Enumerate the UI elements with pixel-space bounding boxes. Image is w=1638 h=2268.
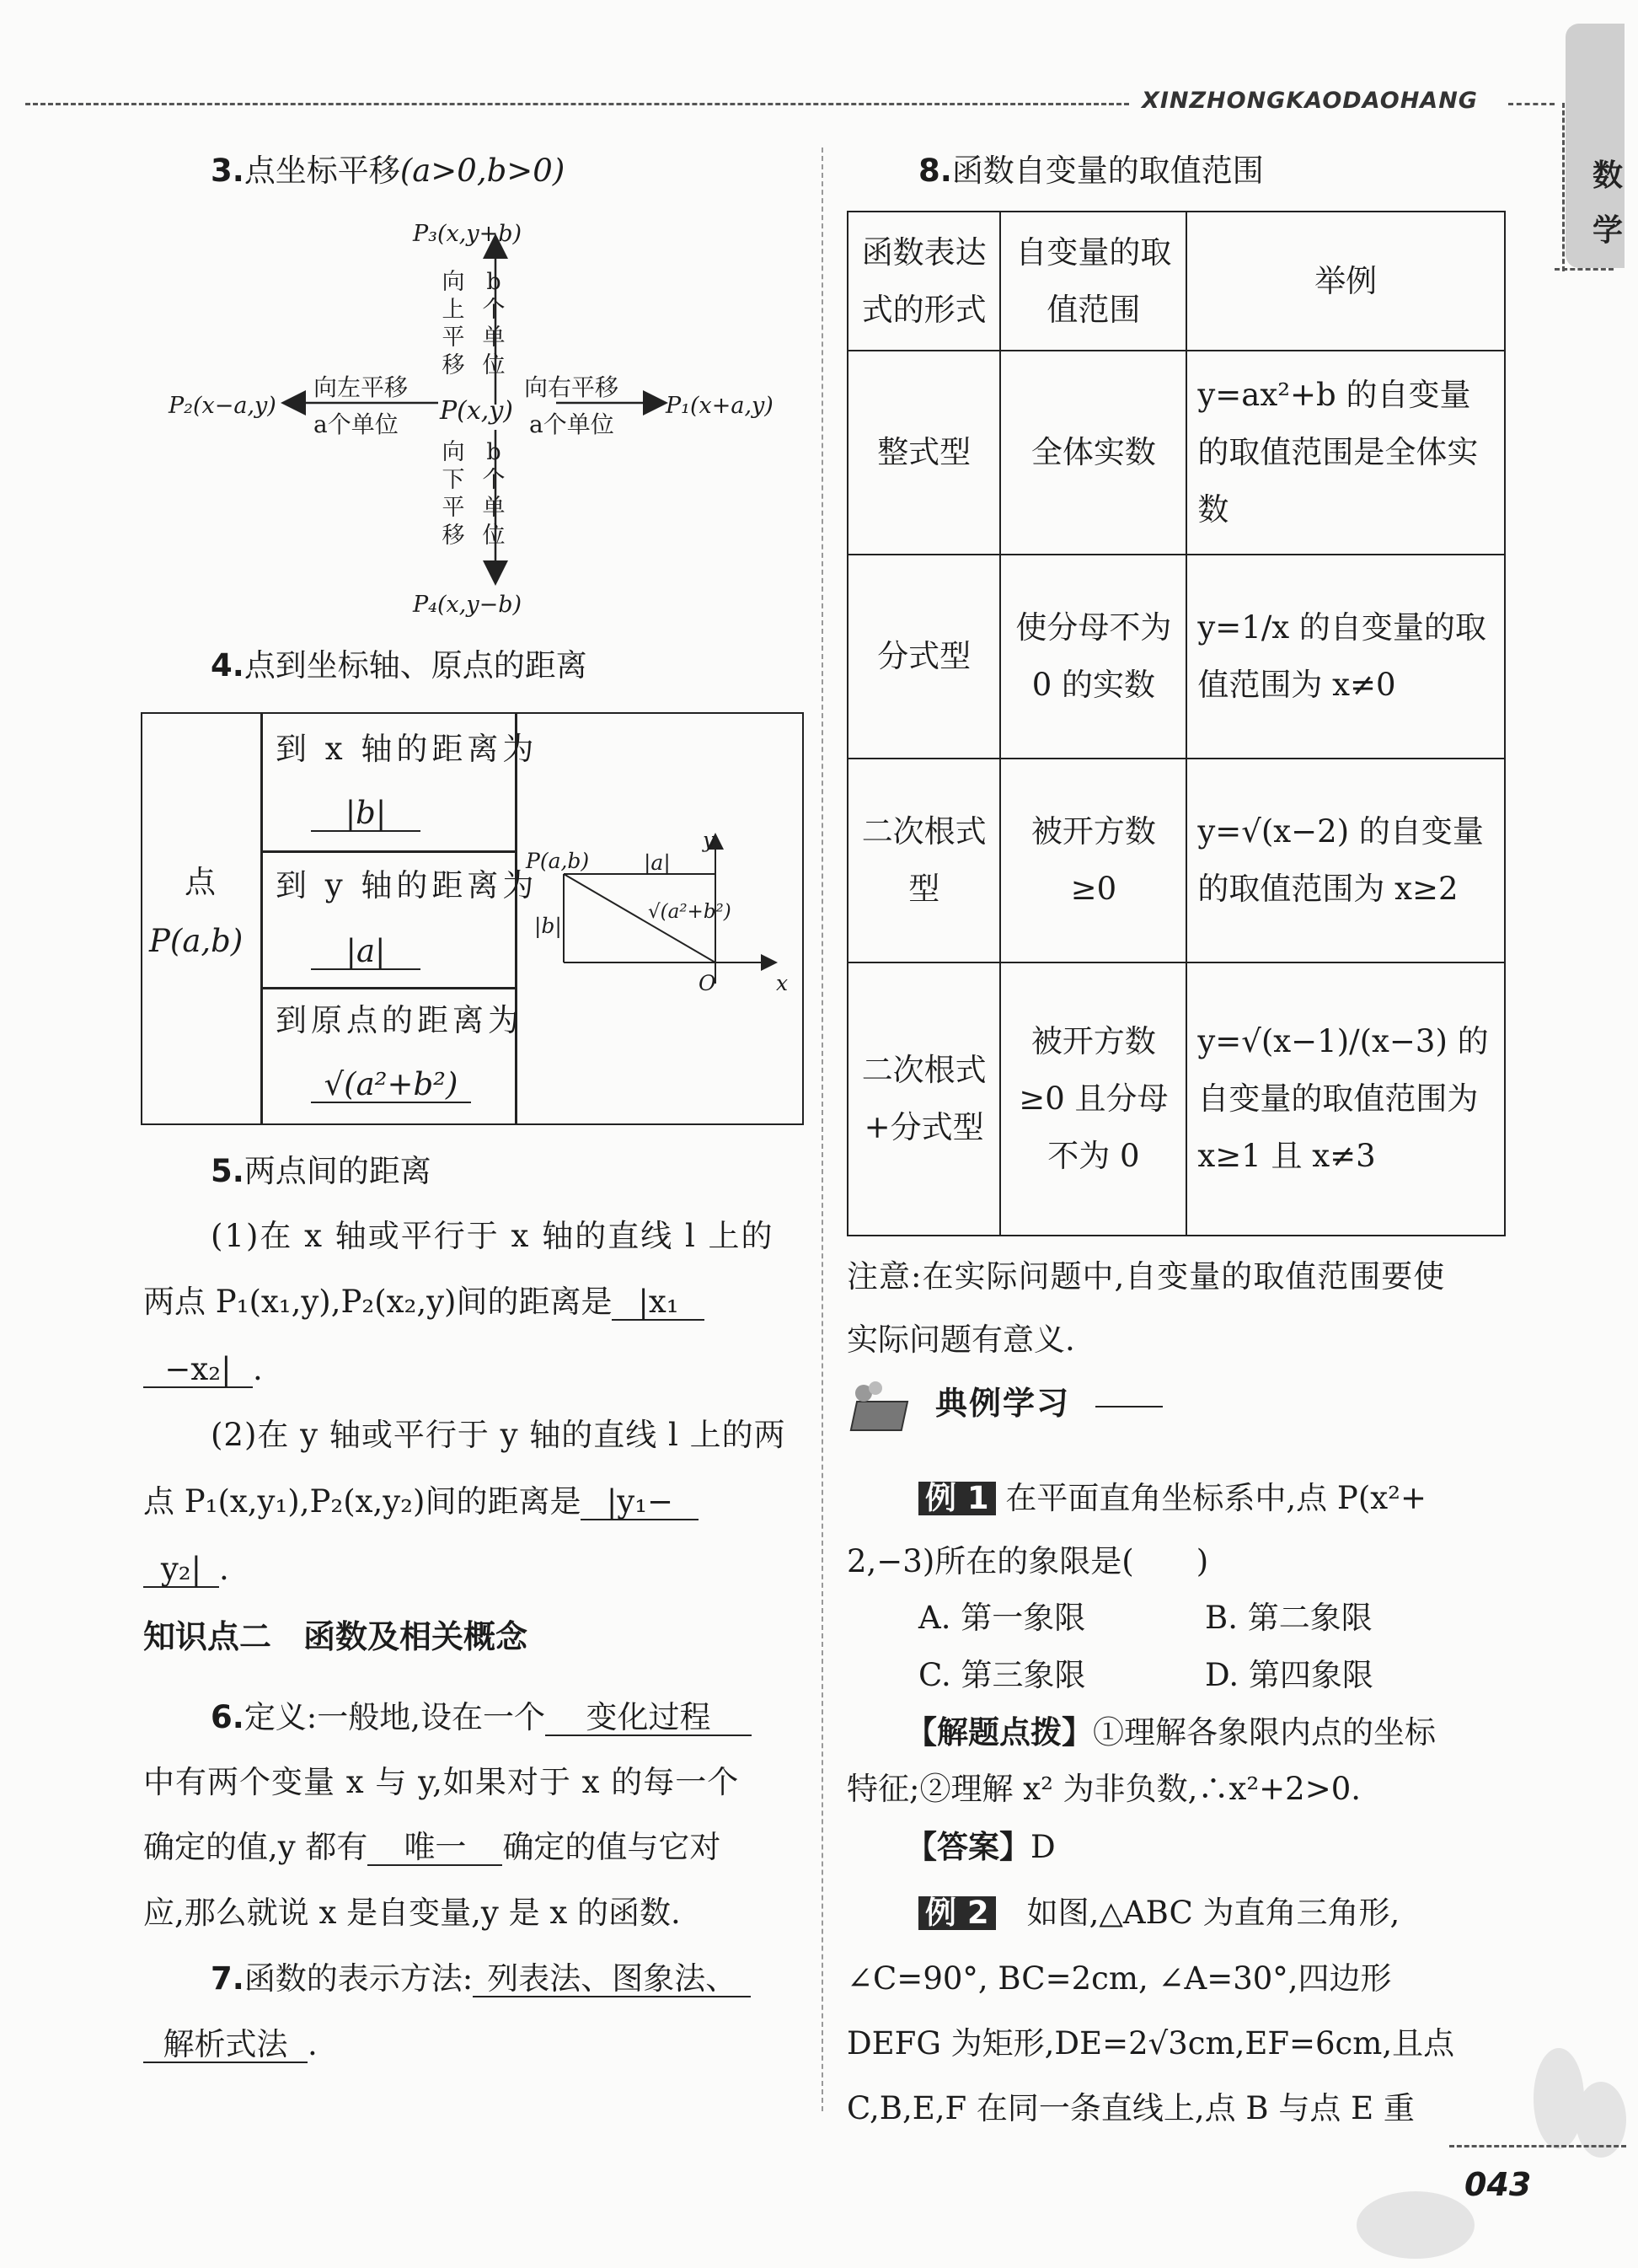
row-origin-answer: √(a²+b²) xyxy=(311,1068,471,1103)
s7-line1: 7.函数的表示方法: 列表法、图象法、 xyxy=(211,1962,751,1997)
label-down: 向下平移 xyxy=(442,439,465,549)
side-tab-border-bottom xyxy=(1555,268,1614,271)
side-tab-char-2: 学 xyxy=(1592,212,1624,248)
table-cell: 二次根式+分式型 xyxy=(848,962,1000,1236)
fig-b: |b| xyxy=(534,914,562,938)
label-p2: P₂(x−a,y) xyxy=(169,393,276,419)
table-cell: y=1/x 的自变量的取值范围为 x≠0 xyxy=(1186,555,1505,759)
label-p3: P₃(x,y+b) xyxy=(413,221,522,247)
table-cell: 全体实数 xyxy=(1000,351,1186,555)
fig-a: |a| xyxy=(644,850,671,875)
table-header-row xyxy=(848,212,1505,351)
table-cell: y=√(x−1)/(x−3) 的自变量的取值范围为 x≥1 且 x≠3 xyxy=(1186,962,1505,1236)
book-plant-icon xyxy=(847,1378,923,1437)
note-line2: 实际问题有意义. xyxy=(847,1322,1075,1358)
table-row xyxy=(848,759,1505,962)
label-down-units: b个单位 xyxy=(482,439,506,549)
label-right: 向右平移 xyxy=(524,373,619,401)
table-row xyxy=(848,962,1505,1236)
footer-rule xyxy=(1449,2145,1626,2147)
ex1-line2: 2,−3)所在的象限是( ) xyxy=(847,1543,1209,1579)
label-p1: P₁(x+a,y) xyxy=(666,393,774,419)
ex1-option-a: A. 第一象限 xyxy=(918,1600,1086,1636)
ex1-option-c: C. 第三象限 xyxy=(918,1657,1086,1693)
s5-2-line3: y₂| . xyxy=(143,1552,229,1588)
knowledge-point-2: 知识点二 函数及相关概念 xyxy=(143,1618,528,1655)
header-rule xyxy=(25,103,1129,105)
ex2-line2: ∠C=90°, BC=2cm, ∠A=30°,四边形 xyxy=(847,1960,1392,1997)
label-left: 向左平移 xyxy=(313,373,409,401)
point-coord: P(a,b) xyxy=(149,923,244,959)
table-row xyxy=(848,555,1505,759)
example-header-rule xyxy=(1095,1406,1163,1407)
label-p: P(x,y) xyxy=(440,396,513,426)
s6-line2: 中有两个变量 x 与 y,如果对于 x 的每一个 xyxy=(143,1764,740,1800)
section-3-heading: 3.点坐标平移(a>0,b>0) xyxy=(211,153,565,189)
table-cell: 被开方数≥0 xyxy=(1000,759,1186,962)
s6-line3: 确定的值,y 都有 唯一 确定的值与它对 xyxy=(143,1829,721,1865)
ex1-tip-line1: 【解题点拨】①理解各象限内点的坐标 xyxy=(906,1714,1436,1751)
section-4-heading: 4.点到坐标轴、原点的距离 xyxy=(211,647,587,684)
label-up: 向上平移 xyxy=(442,269,465,378)
header-cell: 函数表达式的形式 xyxy=(848,212,1000,351)
ex2-line3: DEFG 为矩形,DE=2√3cm,EF=6cm,且点 xyxy=(847,2025,1455,2062)
row-y-axis-answer: |a| xyxy=(311,935,420,970)
s6-line4: 应,那么就说 x 是自变量,y 是 x 的函数. xyxy=(143,1895,681,1931)
s6-line1: 6.定义:一般地,设在一个 变化过程 xyxy=(211,1701,752,1736)
table-cell: 被开方数≥0 且分母不为 0 xyxy=(1000,962,1186,1236)
header-rule-end xyxy=(1508,103,1555,105)
label-p4: P₄(x,y−b) xyxy=(413,592,522,618)
domain-table xyxy=(847,211,1506,1236)
section-5-heading: 5.两点间的距离 xyxy=(211,1153,431,1189)
ex1-option-b: B. 第二象限 xyxy=(1205,1600,1373,1636)
table-cell: y=ax²+b 的自变量的取值范围是全体实数 xyxy=(1186,351,1505,555)
s5-1-line3: −x₂| . xyxy=(143,1353,263,1388)
section-8-heading: 8.函数自变量的取值范围 xyxy=(918,153,1264,189)
table-cell: y=√(x−2) 的自变量的取值范围为 x≥2 xyxy=(1186,759,1505,962)
ex2-line1: 例 2 如图,△ABC 为直角三角形, xyxy=(918,1896,1400,1930)
s5-1-line2: 两点 P₁(x₁,y),P₂(x₂,y)间的距离是 |x₁ xyxy=(143,1285,704,1321)
header-cell: 自变量的取值范围 xyxy=(1000,212,1186,351)
fig-x: x xyxy=(776,971,789,995)
ex1-option-d: D. 第四象限 xyxy=(1205,1657,1373,1693)
row-x-axis-answer: |b| xyxy=(311,796,420,832)
fig-hyp: √(a²+b²) xyxy=(648,901,731,923)
ex1-badge: 例 1 xyxy=(918,1482,996,1515)
table-cell: 二次根式型 xyxy=(848,759,1000,962)
example-section-header: 典例学习 xyxy=(935,1385,1071,1422)
header-cell: 举例 xyxy=(1186,212,1505,351)
ex1-line1: 例 1 在平面直角坐标系中,点 P(x²+ xyxy=(918,1482,1427,1515)
ex2-line4: C,B,E,F 在同一条直线上,点 B 与点 E 重 xyxy=(847,2090,1415,2126)
ex2-badge: 例 2 xyxy=(918,1896,996,1930)
row-y-axis-label: 到 y 轴的距离为 xyxy=(276,867,538,903)
label-left-units: a个单位 xyxy=(313,410,399,438)
fig-point: P(a,b) xyxy=(526,849,590,873)
page-number: 043 xyxy=(1464,2166,1532,2203)
side-tab-border xyxy=(1552,103,1565,271)
table-cell: 使分母不为 0 的实数 xyxy=(1000,555,1186,759)
side-tab-char-1: 数 xyxy=(1592,158,1624,193)
fig-y: y xyxy=(703,828,715,852)
label-up-units: b个单位 xyxy=(482,269,506,378)
decorative-leaf xyxy=(1357,2191,1475,2259)
ex1-tip-line2: 特征;②理解 x² 为非负数,∴x²+2>0. xyxy=(847,1771,1361,1807)
table-row xyxy=(848,351,1505,555)
table-cell: 分式型 xyxy=(848,555,1000,759)
row-x-axis-label: 到 x 轴的距离为 xyxy=(276,731,538,767)
table-cell: 整式型 xyxy=(848,351,1000,555)
s5-2-line2: 点 P₁(x,y₁),P₂(x,y₂)间的距离是 |y₁− xyxy=(143,1485,699,1520)
s7-line2: 解析式法 . xyxy=(143,2028,318,2063)
s5-1-line1: (1)在 x 轴或平行于 x 轴的直线 l 上的 xyxy=(211,1218,774,1254)
row-origin-label: 到原点的距离为 xyxy=(276,1002,523,1038)
fig-o: O xyxy=(699,971,716,995)
ex1-answer: 【答案】D xyxy=(906,1829,1056,1865)
distance-table xyxy=(141,712,804,1125)
column-divider xyxy=(822,147,823,2111)
point-label: 点 xyxy=(185,864,216,900)
header-title: XINZHONGKAODAOHANG xyxy=(1142,88,1478,114)
label-right-units: a个单位 xyxy=(529,410,614,438)
decorative-leaf xyxy=(1534,2048,1584,2149)
s5-2-line1: (2)在 y 轴或平行于 y 轴的直线 l 上的两 xyxy=(211,1417,786,1453)
note-line1: 注意:在实际问题中,自变量的取值范围要使 xyxy=(847,1258,1446,1295)
